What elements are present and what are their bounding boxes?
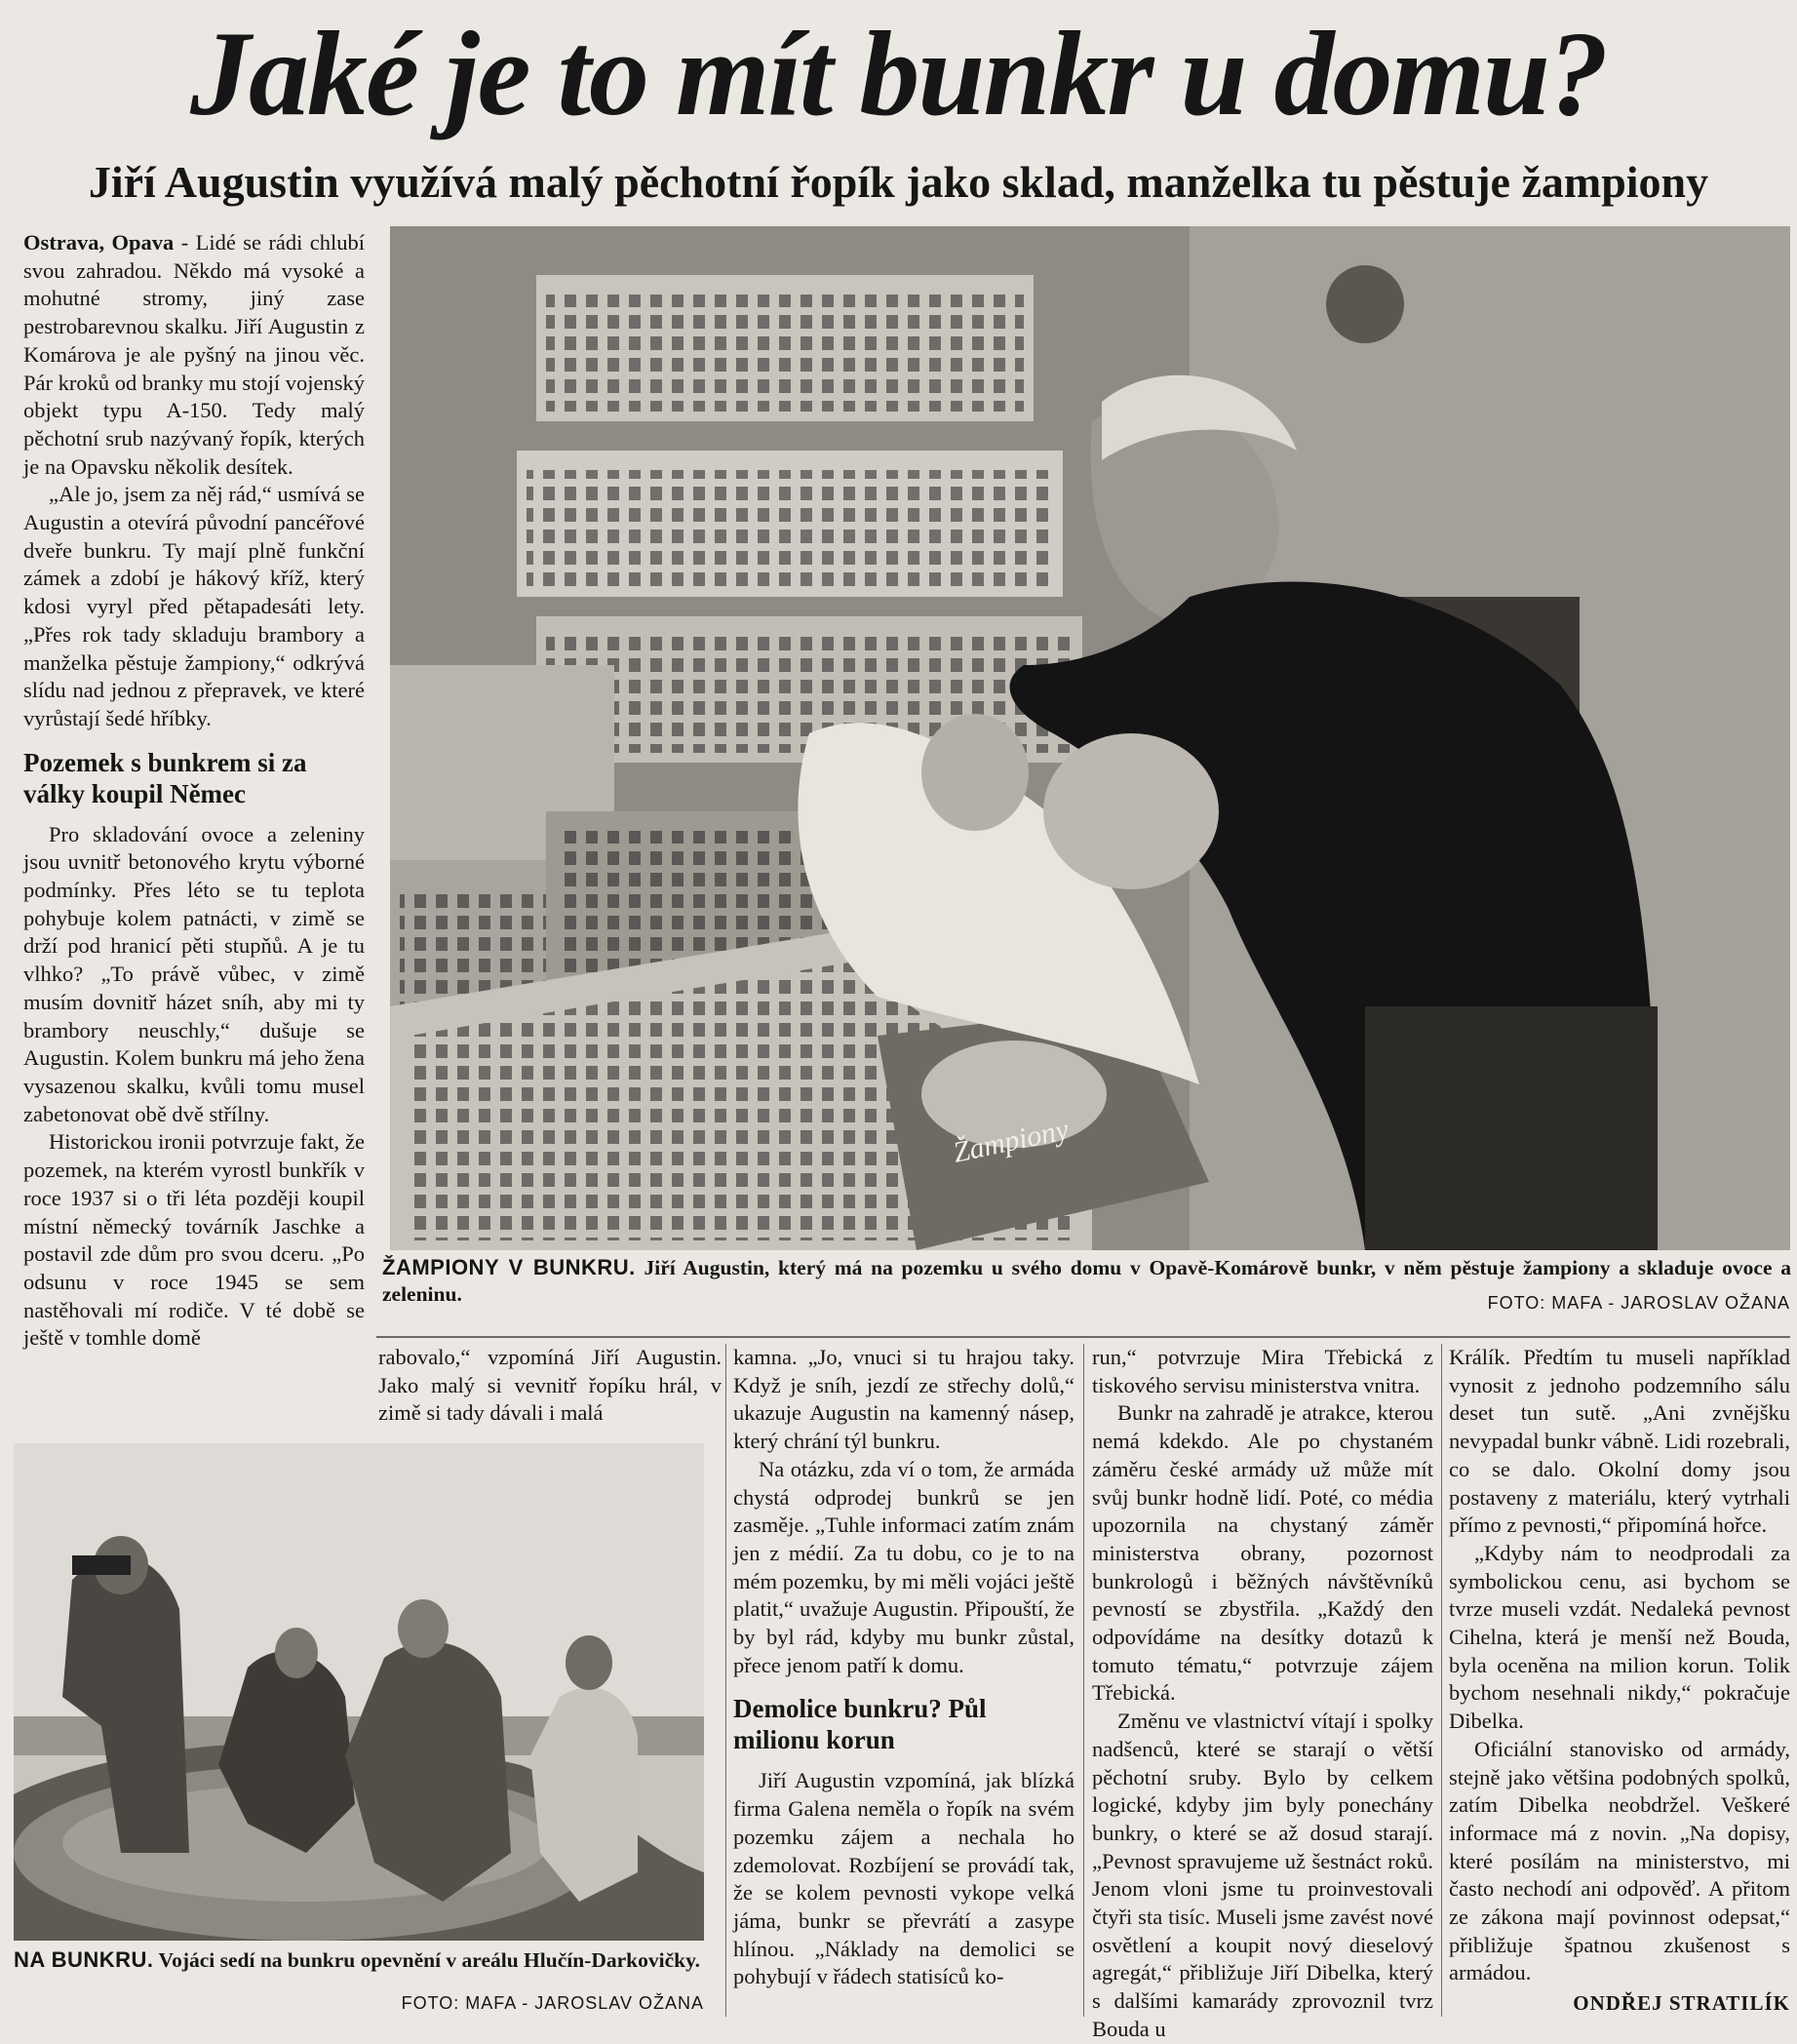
section-heading: Demolice bunkru? Půl milionu korun (733, 1694, 987, 1755)
photo-credit-main: FOTO: MAFA - JAROSLAV OŽANA (1487, 1293, 1790, 1313)
article-paragraph: Změnu ve vlastnictví vítají i spolky nadšenců, které se starají o větší pěchotní sruby. Bylo by celkem logické, kdyby jim byly ponechány bunkry, o které se až dosud starají. „Pevnost spravujeme už šestnáct roků. Jenom vloni jsme tu proinvestovali čtyři sta tisíc. Museli jsme zavést nové osvětlení a koupit nový dieselový agregát,“ přibližuje Jiří Dibelka, který s dalšími kamarády zprovoznil tvrz Bouda u (1092, 1709, 1433, 2041)
divider (376, 1336, 1790, 1338)
article-column-1 (23, 229, 365, 1409)
caption-lead: NA BUNKRU. (14, 1947, 154, 1972)
article-column-4 (1092, 1344, 1433, 2041)
author-byline: ONDŘEJ STRATILÍK (1573, 1991, 1790, 2016)
column-rule (1083, 1344, 1084, 2017)
article-paragraph: Pro skladování ovoce a zeleniny jsou uvnitř betonového krytu výborné podmínky. Přes léto se tu teplota pohybuje kolem patnácti, v zimě se drží pod hranicí pěti stupňů. A je tu vlhko? „To právě vůbec, v zimě musím dovnitř házet sníh, aby mi ty brambory neuschly,“ dušuje se Augustin. Kolem bunkru má jeho žena vysazenou skalku, kvůli tomu musel zabetonovat obě dvě střílny. (23, 821, 365, 1126)
photo-soldiers-on-bunker (14, 1443, 704, 1941)
article-paragraph: kamna. „Jo, vnuci si tu hrajou taky. Když je sníh, jezdí ze střechy dolů,“ ukazuje Augustin na kamenný násep, který chrání týl bunkru. (733, 1345, 1074, 1454)
caption-lead: ŽAMPIONY V BUNKRU. (382, 1255, 636, 1279)
article-column-3 (733, 1344, 1074, 2023)
column-rule (1441, 1344, 1442, 2017)
photo-bunker-interior (390, 226, 1790, 1250)
article-paragraph: Králík. Předtím tu museli například vynosit z jednoho podzemního sálu deset tun sutě. „Ani zvnějšku nevypadal bunkr vábně. Lidi rozebrali, co se dalo. Okolní domy jsou postaveny z materiálu, který vytrhali přímo z pevnosti,“ připomíná hořce. (1449, 1345, 1790, 1538)
photo-mushrooms-illustration (390, 226, 1790, 1250)
crate-label: Žampiony (950, 1113, 1072, 1169)
headline: Jaké je to mít bunkr u domu? (190, 7, 1607, 140)
article-paragraph: „Ale jo, jsem za něj rád,“ usmívá se Augustin a otevírá původní pancéřové dveře bunkru. Ty mají plně funkční zámek a zdobí je hákový kříž, který kdosi vyryl před pětapadesáti lety. „Přes rok tady skladuju brambory a manželka pěstuje žampiony,“ odkrývá slídu nad jednou z přepravek, ve které vyrůstají šedé hříbky. (23, 482, 365, 730)
article-paragraph: Ostrava, Opava - Lidé se rádi chlubí svou zahradou. Někdo má vysoké a mohutné stromy, jiný zase pestrobarevnou skalku. Jiří Augustin z Komárova je ale pyšný na jinou věc. Pár kroků od branky mu stojí vojenský objekt typu A-150. Tedy malý pěchotní srub nazývaný řopík, kterých je na Opavsku několik desítek. (23, 230, 365, 479)
article-column-2 (378, 1344, 722, 1441)
article-column-5 (1449, 1344, 1790, 2023)
article-paragraph: Na otázku, zda ví o tom, že armáda chystá odprodej bunkrů se jen zasměje. „Tuhle informaci zatím znám jen z médií. Za tu dobu, co je to na mém pozemku, by mi měli vojáci ještě platit,“ uvažuje Augustin. Připouští, že by byl rád, kdyby mu bunkr zůstal, přece jenom patří k domu. (733, 1456, 1074, 1677)
article-paragraph: rabovalo,“ vzpomíná Jiří Augustin. Jako malý si vevnitř řopíku hrál, v zimě si tady dávali i malá (378, 1345, 722, 1426)
column-rule (725, 1344, 726, 2017)
caption-text: Vojáci sedí na bunkru opevnění v areálu Hlučín-Darkovičky. (158, 1948, 701, 1972)
article-paragraph: Oficiální stanovisko od armády, stejně jako většina podobných spolků, zatím Dibelka neobdržel. Veškeré informace má z novin. „Na dopisy, které posílám na ministerstvo, mi často nechodí ani odpověď. A přitom ze zákona mají povinnost odepsat,“ přibližuje špatnou zkušenost s armádou. (1449, 1736, 1790, 1985)
photo-credit-secondary: FOTO: MAFA - JAROSLAV OŽANA (401, 1993, 704, 2013)
photo-soldiers-illustration (14, 1443, 704, 1941)
caption-text: Jiří Augustin, který má na pozemku u svého domu v Opavě-Komárově bunkr, v něm pěstuje žampiony a skladuje ovoce a zeleninu. (382, 1256, 1791, 1306)
article-paragraph: Historickou ironii potvrzuje fakt, že pozemek, na kterém vyrostl bunkřík v roce 1937 si o tři léta později koupil místní německý továrník Jaschke a postavil zde dům pro svou dceru. „Po odsunu v roce 1945 se sem nastěhovali mí rodiče. V té době se ještě v tomhle domě (23, 1129, 365, 1351)
article-paragraph: „Kdyby nám to neodprodali za symbolickou cenu, asi bychom se tvrze museli vzdát. Nedaleká pevnost Cihelna, která je menší než Bouda, byla oceněna na milion korun. Tolik bychom nesehnali nikdy,“ pokračuje Dibelka. (1449, 1540, 1790, 1734)
article-paragraph: run,“ potvrzuje Mira Třebická z tiskového servisu ministerstva vnitra. (1092, 1345, 1433, 1397)
section-heading: Pozemek s bunkrem si za války koupil Němec (23, 747, 307, 808)
article-paragraph: Jiří Augustin vzpomíná, jak blízká firma Galena neměla o řopík na svém pozemku zájem a nechala ho zdemolovat. Rozbíjení se provádí tak, že se kolem pevnosti vykope velká jáma, bunkr se převrátí a zasype hlínou. „Náklady na demolici se pohybují v řádech statisíců ko- (733, 1768, 1074, 1989)
article-paragraph: Bunkr na zahradě je atrakce, kterou nemá kdekdo. Ale po chystaném záměru české armády už může mít svůj bunkr hodně lidí. Poté, co média upozornila na chystaný záměr ministerstva obrany, pozornost bunkrologů i běžných návštěvníků pevností se zbystřila. „Každý den odpovídáme na desítky dotazů k tomuto tématu,“ potvrzuje zájem Třebická. (1092, 1400, 1433, 1706)
dateline: Ostrava, Opava (23, 230, 175, 255)
subheadline: Jiří Augustin využívá malý pěchotní řopík jako sklad, manželka tu pěstuje žampiony (88, 157, 1709, 207)
